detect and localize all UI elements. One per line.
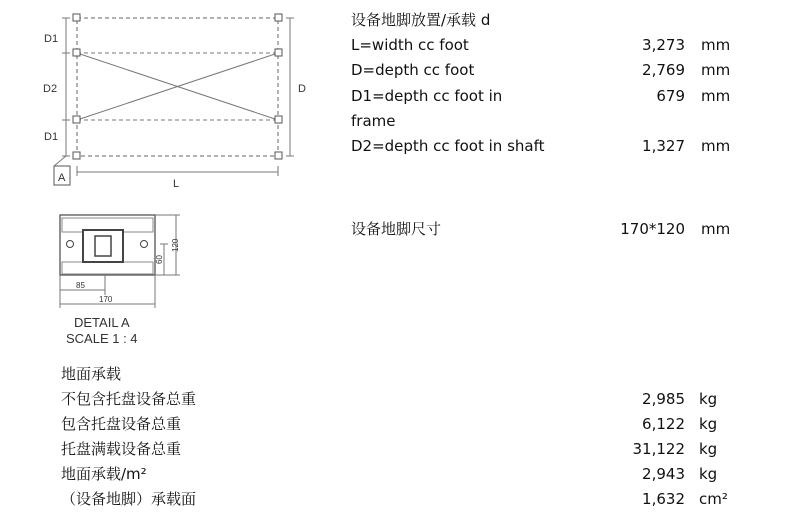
- dim-85: 85: [76, 281, 85, 290]
- d1-bottom-label: D1: [44, 131, 59, 143]
- a-tag: A: [58, 172, 66, 184]
- spec-value: 2,769: [642, 61, 685, 79]
- spec-unit: mm: [701, 87, 731, 105]
- dim-120: 120: [171, 238, 180, 252]
- d1-top-label: D1: [44, 33, 59, 45]
- load-label: 包含托盘设备总重: [61, 415, 182, 433]
- spec-label: D1=depth cc foot in: [351, 87, 503, 105]
- spec-label: D2=depth cc foot in shaft: [351, 137, 545, 155]
- d2-label: D2: [43, 83, 58, 95]
- detail-caption-line1: DETAIL A: [74, 315, 130, 330]
- load-value: 1,632: [642, 490, 685, 508]
- detail-caption-line2: SCALE 1 : 4: [66, 331, 138, 346]
- load-label: 托盘满载设备总重: [61, 440, 182, 458]
- spec-unit: mm: [701, 36, 731, 54]
- load-unit: cm²: [699, 490, 728, 508]
- load-label: （设备地脚）承载面: [61, 490, 197, 508]
- load-label: 地面承载/m²: [61, 465, 147, 483]
- foot-size-unit: mm: [701, 220, 731, 238]
- foot-layout-drawing: [40, 8, 330, 193]
- load-title: 地面承载: [61, 365, 122, 383]
- spec-label: frame: [351, 112, 396, 130]
- load-value: 6,122: [642, 415, 685, 433]
- foot-size-value: 170*120: [620, 220, 685, 238]
- load-value: 31,122: [632, 440, 685, 458]
- spec-value: 1,327: [642, 137, 685, 155]
- load-unit: kg: [699, 465, 718, 483]
- dim-170: 170: [99, 295, 113, 304]
- dim-60: 60: [155, 255, 164, 264]
- load-value: 2,943: [642, 465, 685, 483]
- spec-title: 设备地脚放置/承载 d: [351, 11, 491, 29]
- spec-label: D=depth cc foot: [351, 61, 475, 79]
- spec-label: L=width cc foot: [351, 36, 469, 54]
- load-label: 不包含托盘设备总重: [61, 390, 197, 408]
- load-value: 2,985: [642, 390, 685, 408]
- spec-unit: mm: [701, 61, 731, 79]
- spec-value: 679: [656, 87, 685, 105]
- foot-size-label: 设备地脚尺寸: [351, 220, 442, 238]
- load-unit: kg: [699, 415, 718, 433]
- spec-value: 3,273: [642, 36, 685, 54]
- spec-unit: mm: [701, 137, 731, 155]
- d-label: D: [298, 83, 306, 95]
- l-label: L: [173, 178, 180, 190]
- load-unit: kg: [699, 390, 718, 408]
- detail-a-drawing: [50, 205, 190, 350]
- load-unit: kg: [699, 440, 718, 458]
